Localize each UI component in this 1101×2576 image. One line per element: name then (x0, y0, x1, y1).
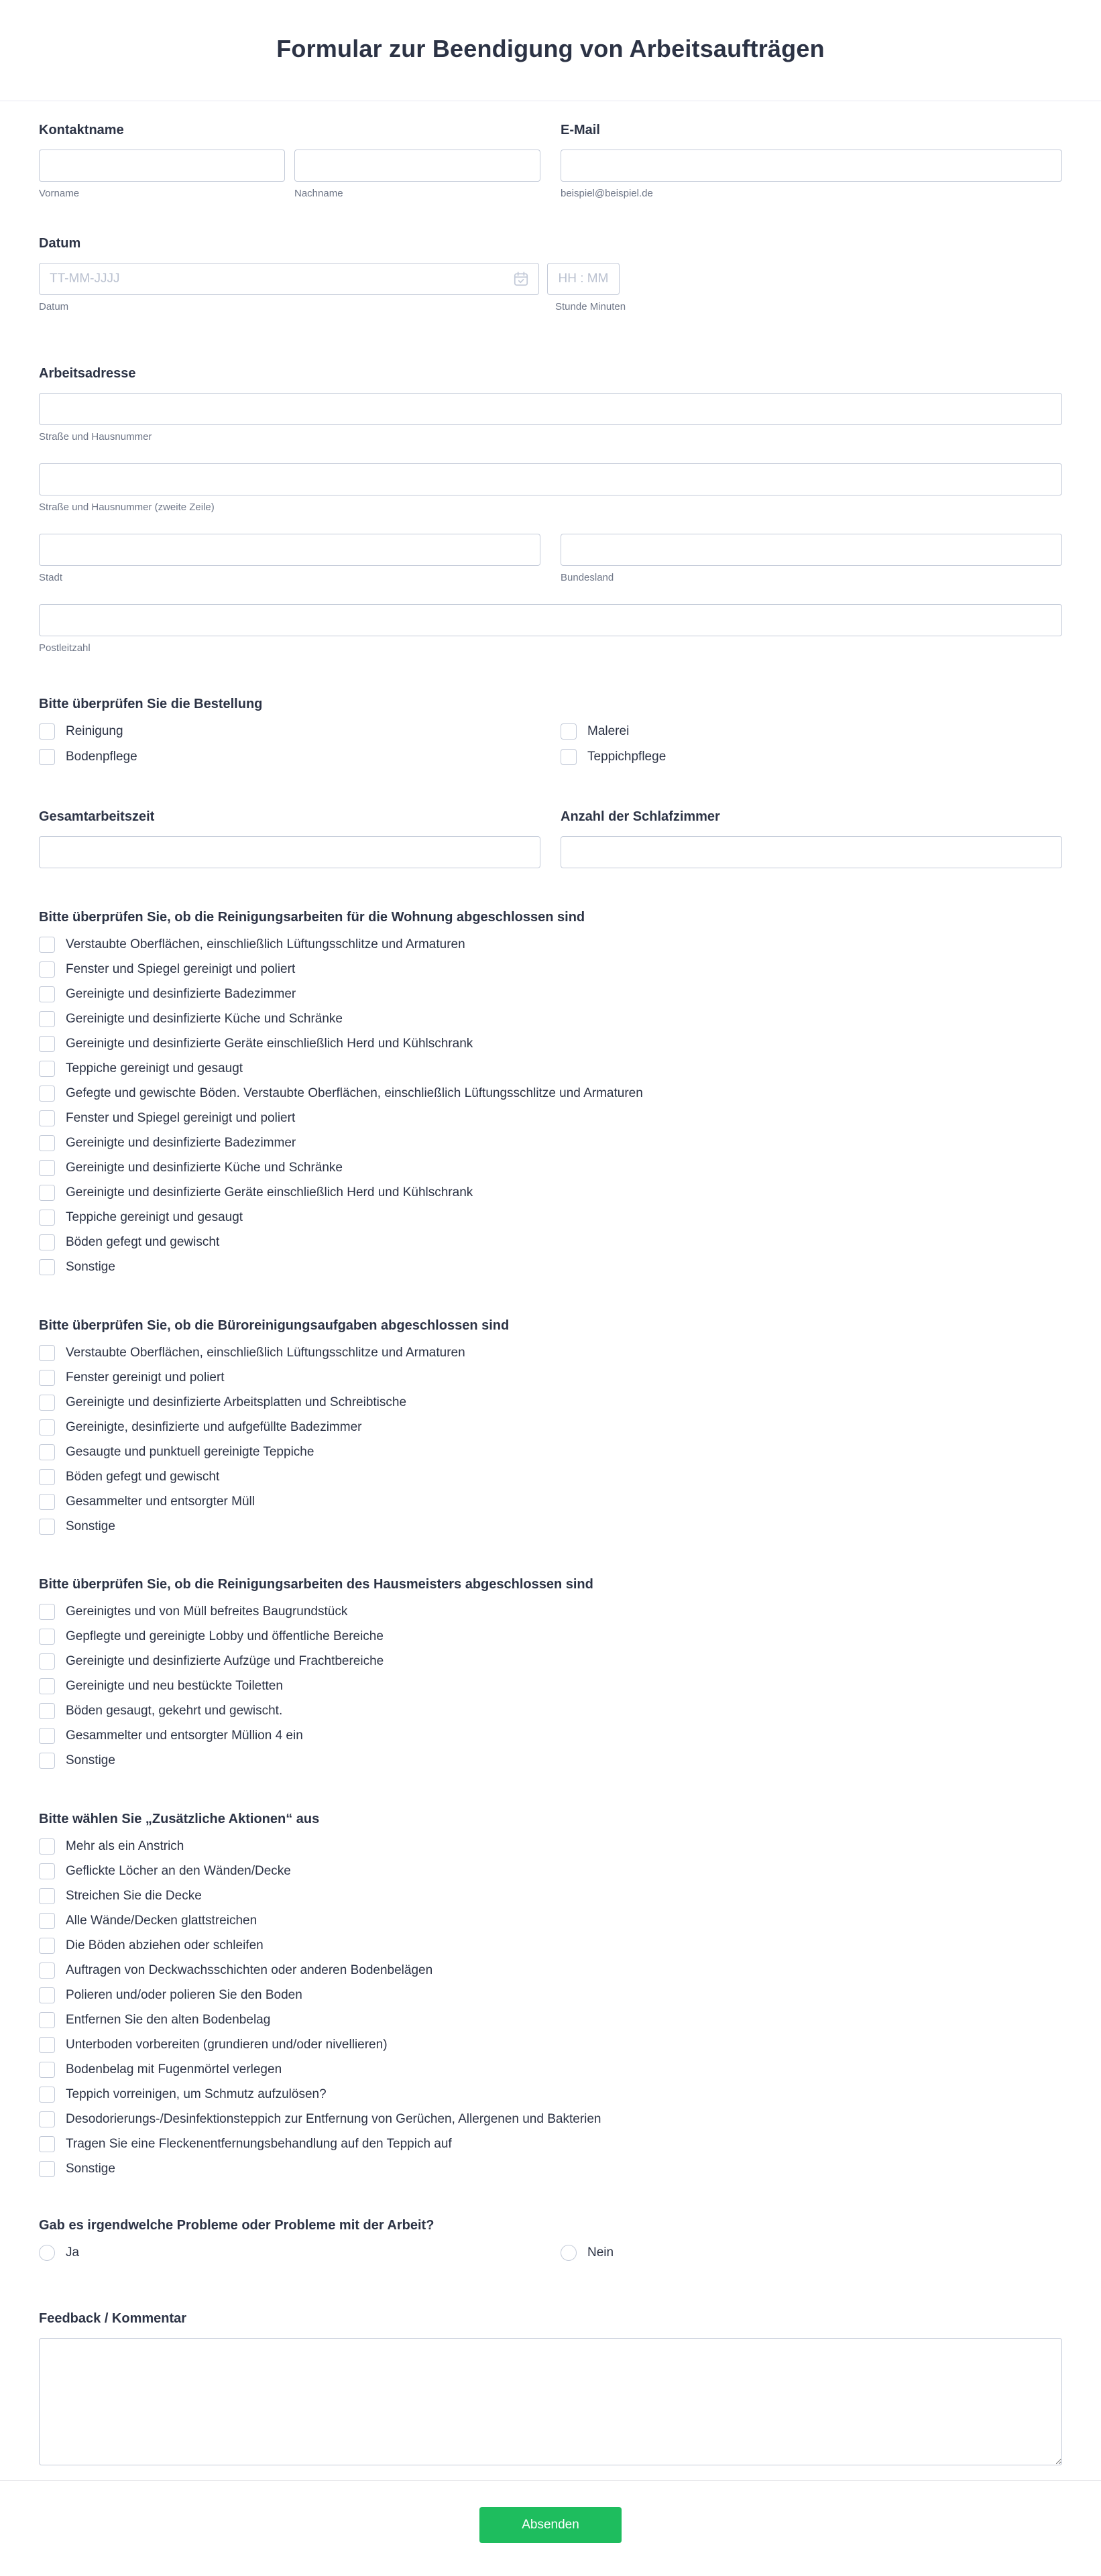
radio-label: Ja (66, 2245, 80, 2260)
total-worktime-field (39, 809, 540, 868)
checkbox[interactable] (561, 749, 577, 765)
checkbox-option (39, 2037, 1062, 2053)
city-sublabel: Stadt (39, 572, 63, 583)
checkbox-option (39, 1519, 1062, 1535)
checkbox[interactable] (39, 2161, 55, 2177)
checkbox-option (39, 1160, 1062, 1176)
checkbox[interactable] (39, 1395, 55, 1411)
checkbox-option (39, 1234, 1062, 1250)
checkbox[interactable] (39, 749, 55, 765)
checkbox-option (39, 937, 1062, 953)
checkbox-option (39, 1604, 1062, 1620)
checkbox-label: Geflickte Löcher an den Wänden/Decke (66, 1864, 291, 1878)
street-input[interactable] (39, 393, 1062, 425)
checkbox-option (39, 1678, 1062, 1694)
checkbox-label: Gereinigte und desinfizierte Küche und Schränke (66, 1012, 343, 1026)
checkbox[interactable] (39, 2012, 55, 2028)
last-name-sublabel: Nachname (294, 188, 343, 199)
problems-label: Gab es irgendwelche Probleme oder Probleme mit der Arbeit? (39, 2218, 434, 2233)
street2-input[interactable] (39, 463, 1062, 495)
radio-button[interactable] (39, 2245, 55, 2261)
checkbox-label: Verstaubte Oberflächen, einschließlich Lüftungsschlitze und Armaturen (66, 937, 465, 951)
checkbox-label: Gereinigte und desinfizierte Geräte einschließlich Herd und Kühlschrank (66, 1185, 473, 1199)
bedrooms-field (561, 809, 1062, 868)
checkbox[interactable] (39, 1370, 55, 1386)
checkbox[interactable] (39, 1444, 55, 1460)
checkbox[interactable] (39, 1259, 55, 1275)
checkbox-label: Tragen Sie eine Fleckenentfernungsbehandlung auf den Teppich auf (66, 2137, 452, 2151)
email-sublabel: beispiel@beispiel.de (561, 188, 653, 199)
date-section (39, 235, 1062, 313)
checkbox-option (39, 1863, 1062, 1879)
checkbox-label: Gereinigte und desinfizierte Badezimmer (66, 987, 296, 1001)
checkbox[interactable] (39, 2111, 55, 2127)
checkbox-label: Sonstige (66, 1753, 115, 1767)
checkbox[interactable] (39, 2136, 55, 2152)
office-cleaning-options (39, 1345, 1062, 1535)
janitor-cleaning-section (39, 1576, 1062, 1769)
work-address-label: Arbeitsadresse (39, 366, 136, 381)
total-worktime-input[interactable] (39, 836, 540, 868)
bedrooms-label: Anzahl der Schlafzimmer (561, 809, 720, 824)
apartment-cleaning-options (39, 937, 1062, 1275)
checkbox[interactable] (39, 2037, 55, 2053)
checkbox-option (39, 1395, 1062, 1411)
checkbox[interactable] (39, 2087, 55, 2103)
checkbox-option (39, 1185, 1062, 1201)
checkbox[interactable] (39, 1938, 55, 1954)
checkbox-label: Gepflegte und gereinigte Lobby und öffentliche Bereiche (66, 1629, 384, 1643)
checkbox[interactable] (39, 1345, 55, 1361)
checkbox-label: Unterboden vorbereiten (grundieren und/oder nivellieren) (66, 2038, 388, 2052)
checkbox-option (39, 1110, 1062, 1126)
checkbox[interactable] (39, 1061, 55, 1077)
street2-sublabel: Straße und Hausnummer (zweite Zeile) (39, 502, 215, 513)
checkbox-option (39, 723, 540, 740)
office-cleaning-section (39, 1318, 1062, 1535)
problems-options (39, 2245, 1062, 2261)
checkbox[interactable] (561, 723, 577, 740)
checkbox-option (561, 749, 1062, 765)
checkbox-option (39, 1888, 1062, 1904)
additional-actions-options (39, 1838, 1062, 2177)
email-field (561, 122, 1062, 200)
janitor-cleaning-options (39, 1604, 1062, 1769)
checkbox[interactable] (39, 1629, 55, 1645)
checkbox-label: Teppich vorreinigen, um Schmutz aufzulösen? (66, 2087, 327, 2101)
checkbox[interactable] (39, 1653, 55, 1670)
checkbox[interactable] (39, 1185, 55, 1201)
checkbox-label: Alle Wände/Decken glattstreichen (66, 1914, 257, 1928)
checkbox-option (39, 1913, 1062, 1929)
checkbox-label: Bodenpflege (66, 750, 137, 764)
checkbox[interactable] (39, 1753, 55, 1769)
checkbox-option (39, 961, 1062, 978)
checkbox-option (39, 2136, 1062, 2152)
form-body (0, 122, 1101, 2469)
checkbox-option (39, 2062, 1062, 2078)
checkbox-option (39, 1703, 1062, 1719)
date-sublabel: Datum (39, 301, 69, 312)
checkbox-label: Gesammelter und entsorgter Müllion 4 ein (66, 1729, 303, 1743)
page-title: Formular zur Beendigung von Arbeitsaufträgen (276, 35, 825, 62)
checkbox-option (39, 1036, 1062, 1052)
checkbox-option (39, 1419, 1062, 1436)
checkbox[interactable] (39, 1913, 55, 1929)
checkbox-label: Gereinigte und desinfizierte Geräte einschließlich Herd und Kühlschrank (66, 1037, 473, 1051)
checkbox[interactable] (39, 1011, 55, 1027)
checkbox-option (39, 1444, 1062, 1460)
checkbox-option (39, 1987, 1062, 2003)
email-label: E-Mail (561, 123, 600, 137)
checkbox-option (561, 723, 1062, 740)
checkbox-label: Polieren und/oder polieren Sie den Boden (66, 1988, 302, 2002)
total-worktime-label: Gesamtarbeitszeit (39, 809, 155, 824)
checkbox[interactable] (39, 1234, 55, 1250)
first-name-input[interactable] (39, 150, 285, 182)
checkbox-label: Sonstige (66, 2162, 115, 2176)
checkbox-label: Teppichpflege (587, 750, 667, 764)
order-check-options (39, 723, 1062, 765)
additional-actions-label: Bitte wählen Sie „Zusätzliche Aktionen“ aus (39, 1812, 320, 1826)
checkbox-label: Böden gefegt und gewischt (66, 1235, 220, 1249)
checkbox[interactable] (39, 723, 55, 740)
checkbox[interactable] (39, 1963, 55, 1979)
work-address-section (39, 365, 1062, 654)
checkbox-option (39, 986, 1062, 1002)
checkbox-label: Mehr als ein Anstrich (66, 1839, 184, 1853)
checkbox[interactable] (39, 1863, 55, 1879)
checkbox-label: Desodorierungs-/Desinfektionsteppich zur Entfernung von Gerüchen, Allergenen und Bakterien (66, 2112, 601, 2126)
checkbox-label: Teppiche gereinigt und gesaugt (66, 1210, 243, 1224)
checkbox[interactable] (39, 1494, 55, 1510)
checkbox-label: Auftragen von Deckwachsschichten oder anderen Bodenbelägen (66, 1963, 433, 1977)
checkbox[interactable] (39, 2062, 55, 2078)
checkbox-label: Gereinigte und desinfizierte Aufzüge und Frachtbereiche (66, 1654, 384, 1668)
checkbox[interactable] (39, 1987, 55, 2003)
checkbox-label: Malerei (587, 724, 630, 738)
order-check-section (39, 696, 1062, 765)
problems-section (39, 2217, 1062, 2261)
checkbox-option (39, 1838, 1062, 1855)
checkbox-option (39, 1259, 1062, 1275)
checkbox-label: Gereinigte und desinfizierte Badezimmer (66, 1136, 296, 1150)
checkbox-label: Sonstige (66, 1260, 115, 1274)
zip-input[interactable] (39, 604, 1062, 636)
apartment-cleaning-label: Bitte überprüfen Sie, ob die Reinigungsarbeiten für die Wohnung abgeschlossen sind (39, 910, 585, 925)
checkbox-label: Böden gefegt und gewischt (66, 1470, 220, 1484)
checkbox-label: Streichen Sie die Decke (66, 1889, 202, 1903)
street-sublabel: Straße und Hausnummer (39, 431, 152, 443)
checkbox[interactable] (39, 1135, 55, 1151)
checkbox[interactable] (39, 1086, 55, 1102)
checkbox[interactable] (39, 986, 55, 1002)
checkbox-label: Gereinigte und desinfizierte Küche und Schränke (66, 1161, 343, 1175)
form-header (0, 0, 1101, 101)
checkbox-option (39, 1210, 1062, 1226)
checkbox-label: Gereinigtes und von Müll befreites Baugrundstück (66, 1604, 348, 1619)
checkbox-label: Teppiche gereinigt und gesaugt (66, 1061, 243, 1075)
checkbox-option (39, 1061, 1062, 1077)
checkbox[interactable] (39, 1728, 55, 1744)
checkbox-option (39, 1086, 1062, 1102)
contact-name-label: Kontaktname (39, 123, 124, 137)
checkbox[interactable] (39, 1888, 55, 1904)
checkbox-option (39, 1469, 1062, 1485)
checkbox-option (39, 1135, 1062, 1151)
worktime-bedrooms-row (39, 809, 1062, 868)
calendar-icon[interactable] (512, 270, 530, 288)
checkbox[interactable] (39, 1604, 55, 1620)
radio-button[interactable] (561, 2245, 577, 2261)
radio-option (561, 2245, 1062, 2261)
city-input[interactable] (39, 534, 540, 566)
checkbox[interactable] (39, 1519, 55, 1535)
checkbox[interactable] (39, 1160, 55, 1176)
checkbox-label: Gesaugte und punktuell gereinigte Teppiche (66, 1445, 314, 1459)
checkbox-option (39, 1653, 1062, 1670)
checkbox-option (39, 2161, 1062, 2177)
checkbox[interactable] (39, 1469, 55, 1485)
email-input[interactable] (561, 150, 1062, 182)
checkbox-label: Fenster gereinigt und poliert (66, 1370, 225, 1385)
feedback-textarea[interactable] (39, 2338, 1062, 2465)
checkbox-label: Böden gesaugt, gekehrt und gewischt. (66, 1704, 283, 1718)
first-name-sublabel: Vorname (39, 188, 80, 199)
checkbox-label: Entfernen Sie den alten Bodenbelag (66, 2013, 271, 2027)
time-input[interactable] (547, 263, 620, 295)
checkbox-label: Fenster und Spiegel gereinigt und poliert (66, 962, 296, 976)
checkbox[interactable] (39, 1036, 55, 1052)
checkbox-option (39, 1370, 1062, 1386)
contact-email-row (39, 122, 1062, 200)
checkbox-label: Die Böden abziehen oder schleifen (66, 1938, 264, 1952)
form-footer (0, 2480, 1101, 2576)
checkbox[interactable] (39, 1838, 55, 1855)
checkbox-label: Bodenbelag mit Fugenmörtel verlegen (66, 2062, 282, 2076)
checkbox-label: Reinigung (66, 724, 123, 738)
radio-label: Nein (587, 2245, 614, 2260)
checkbox-label: Gereinigte und desinfizierte Arbeitsplatten und Schreibtische (66, 1395, 407, 1409)
time-sublabel: Stunde Minuten (555, 301, 626, 312)
office-cleaning-label: Bitte überprüfen Sie, ob die Büroreinigungsaufgaben abgeschlossen sind (39, 1318, 510, 1333)
checkbox-option (39, 1494, 1062, 1510)
date-input[interactable] (39, 263, 539, 295)
checkbox-option (39, 1011, 1062, 1027)
checkbox[interactable] (39, 1210, 55, 1226)
submit-button[interactable]: Absenden (479, 2507, 622, 2543)
checkbox[interactable] (39, 1419, 55, 1436)
checkbox-option (39, 749, 540, 765)
checkbox-label: Gesammelter und entsorgter Müll (66, 1495, 255, 1509)
checkbox-option (39, 1629, 1062, 1645)
feedback-section (39, 2310, 1062, 2469)
checkbox-label: Sonstige (66, 1519, 115, 1533)
state-sublabel: Bundesland (561, 572, 614, 583)
checkbox-option (39, 1963, 1062, 1979)
checkbox-option (39, 1345, 1062, 1361)
checkbox[interactable] (39, 961, 55, 978)
checkbox-option (39, 2087, 1062, 2103)
order-check-label: Bitte überprüfen Sie die Bestellung (39, 697, 263, 711)
checkbox[interactable] (39, 1110, 55, 1126)
apartment-cleaning-section (39, 909, 1062, 1275)
zip-sublabel: Postleitzahl (39, 642, 91, 654)
checkbox-label: Gereinigte, desinfizierte und aufgefüllte Badezimmer (66, 1420, 362, 1434)
state-input[interactable] (561, 534, 1062, 566)
checkbox-option (39, 2012, 1062, 2028)
checkbox[interactable] (39, 1703, 55, 1719)
checkbox-label: Fenster und Spiegel gereinigt und poliert (66, 1111, 296, 1125)
additional-actions-section (39, 1811, 1062, 2177)
janitor-cleaning-label: Bitte überprüfen Sie, ob die Reinigungsarbeiten des Hausmeisters abgeschlossen sind (39, 1577, 593, 1592)
radio-option (39, 2245, 540, 2261)
checkbox-label: Verstaubte Oberflächen, einschließlich Lüftungsschlitze und Armaturen (66, 1346, 465, 1360)
checkbox[interactable] (39, 1678, 55, 1694)
last-name-input[interactable] (294, 150, 540, 182)
checkbox[interactable] (39, 937, 55, 953)
bedrooms-input[interactable] (561, 836, 1062, 868)
checkbox-option (39, 1938, 1062, 1954)
checkbox-option (39, 1753, 1062, 1769)
checkbox-label: Gereinigte und neu bestückte Toiletten (66, 1679, 283, 1693)
checkbox-option (39, 1728, 1062, 1744)
checkbox-option (39, 2111, 1062, 2127)
feedback-label: Feedback / Kommentar (39, 2311, 187, 2326)
checkbox-label: Gefegte und gewischte Böden. Verstaubte Oberflächen, einschließlich Lüftungsschlitze und Armaturen (66, 1086, 643, 1100)
date-label: Datum (39, 236, 81, 251)
contact-name-field (39, 122, 540, 200)
